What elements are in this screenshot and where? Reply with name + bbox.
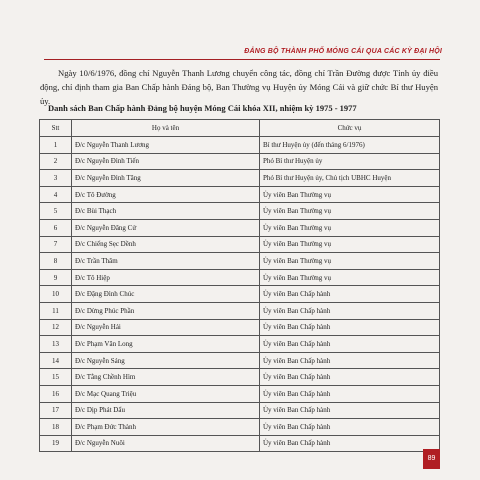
table-row <box>40 402 440 419</box>
table-row <box>40 385 440 402</box>
cell-stt: 12 <box>40 319 72 336</box>
cell-role: Ủy viên Ban Thường vụ <box>260 236 440 253</box>
cell-name: Đ/c Chiếng Sẹc Dềnh <box>72 236 260 253</box>
page-number: 89 <box>423 449 440 469</box>
cell-stt: 4 <box>40 186 72 203</box>
cell-role: Ủy viên Ban Chấp hành <box>260 369 440 386</box>
cell-name: Đ/c Dịp Phát Dẩu <box>72 402 260 419</box>
cell-stt: 2 <box>40 153 72 170</box>
cell-name: Đ/c Phạm Đức Thành <box>72 419 260 436</box>
table-row <box>40 236 440 253</box>
cell-role: Ủy viên Ban Chấp hành <box>260 319 440 336</box>
table-row <box>40 336 440 353</box>
cell-role: Ủy viên Ban Thường vụ <box>260 203 440 220</box>
cell-role: Ủy viên Ban Chấp hành <box>260 302 440 319</box>
cell-stt: 15 <box>40 369 72 386</box>
table-row <box>40 286 440 303</box>
cell-name: Đ/c Nguyễn Đình Tiến <box>72 153 260 170</box>
table-row <box>40 352 440 369</box>
cell-name: Đ/c Nguyễn Thanh Lương <box>72 137 260 154</box>
cell-stt: 8 <box>40 253 72 270</box>
cell-name: Đ/c Tô Hiệp <box>72 269 260 286</box>
table-row <box>40 269 440 286</box>
cell-name: Đ/c Mạc Quang Triệu <box>72 385 260 402</box>
cell-role: Ủy viên Ban Chấp hành <box>260 385 440 402</box>
table-row <box>40 369 440 386</box>
table-row <box>40 186 440 203</box>
cell-name: Đ/c Nguyễn Sáng <box>72 352 260 369</box>
cell-stt: 14 <box>40 352 72 369</box>
committee-table <box>39 119 440 452</box>
table-row <box>40 137 440 154</box>
cell-name: Đ/c Trần Thâm <box>72 253 260 270</box>
cell-name: Đ/c Bùi Thạch <box>72 203 260 220</box>
table-title: Danh sách Ban Chấp hành Đảng bộ huyện Móng Cái khóa XII, nhiệm kỳ 1975 - 1977 <box>48 103 357 113</box>
cell-name: Đ/c Nguyễn Đình Tăng <box>72 170 260 187</box>
cell-name: Đ/c Dừng Phúc Phần <box>72 302 260 319</box>
table-row <box>40 302 440 319</box>
cell-role: Ủy viên Ban Thường vụ <box>260 186 440 203</box>
table-header-row <box>40 120 440 137</box>
table-row <box>40 153 440 170</box>
running-header: ĐẢNG BỘ THÀNH PHỐ MÓNG CÁI QUA CÁC KỲ ĐẠI HỘI <box>244 48 442 55</box>
cell-name: Đ/c Nguyễn Đăng Cử <box>72 219 260 236</box>
cell-stt: 7 <box>40 236 72 253</box>
cell-stt: 3 <box>40 170 72 187</box>
cell-role: Ủy viên Ban Thường vụ <box>260 269 440 286</box>
cell-name: Đ/c Phạm Văn Long <box>72 336 260 353</box>
cell-role: Ủy viên Ban Chấp hành <box>260 402 440 419</box>
header-rule <box>44 59 440 60</box>
table-row <box>40 419 440 436</box>
cell-name: Đ/c Nguyễn Hải <box>72 319 260 336</box>
cell-stt: 5 <box>40 203 72 220</box>
cell-stt: 19 <box>40 435 72 452</box>
table-row <box>40 253 440 270</box>
header-stt: Stt <box>40 120 72 137</box>
cell-stt: 6 <box>40 219 72 236</box>
cell-stt: 1 <box>40 137 72 154</box>
cell-role: Ủy viên Ban Thường vụ <box>260 253 440 270</box>
header-name: Họ và tên <box>72 120 260 137</box>
cell-role: Ủy viên Ban Chấp hành <box>260 435 440 452</box>
table-row <box>40 170 440 187</box>
table-row <box>40 219 440 236</box>
cell-name: Đ/c Tô Đường <box>72 186 260 203</box>
cell-role: Ủy viên Ban Chấp hành <box>260 352 440 369</box>
cell-stt: 17 <box>40 402 72 419</box>
cell-name: Đ/c Nguyễn Nuôi <box>72 435 260 452</box>
cell-stt: 10 <box>40 286 72 303</box>
header-role: Chức vụ <box>260 120 440 137</box>
table-row <box>40 203 440 220</box>
cell-stt: 13 <box>40 336 72 353</box>
cell-role: Bí thư Huyện ủy (đến tháng 6/1976) <box>260 137 440 154</box>
cell-stt: 11 <box>40 302 72 319</box>
cell-role: Ủy viên Ban Chấp hành <box>260 286 440 303</box>
cell-role: Phó Bí thư Huyện ủy, Chủ tịch UBHC Huyện <box>260 170 440 187</box>
table-row <box>40 435 440 452</box>
cell-role: Ủy viên Ban Chấp hành <box>260 336 440 353</box>
cell-role: Phó Bí thư Huyện ủy <box>260 153 440 170</box>
intro-paragraph: Ngày 10/6/1976, đồng chí Nguyễn Thanh Lương chuyển công tác, đồng chí Trần Đường được Tỉnh ủy điều động, chỉ định tham gia Ban Chấp hành Đảng bộ, Ban Thường vụ Huyện ủy Móng Cái và giữ chức Bí thư Huyện ủy. <box>40 68 438 106</box>
cell-name: Đ/c Đặng Đình Chúc <box>72 286 260 303</box>
cell-role: Ủy viên Ban Chấp hành <box>260 419 440 436</box>
table-row <box>40 319 440 336</box>
cell-role: Ủy viên Ban Thường vụ <box>260 219 440 236</box>
cell-stt: 18 <box>40 419 72 436</box>
cell-name: Đ/c Tằng Chềnh Hìm <box>72 369 260 386</box>
table-body <box>40 137 440 452</box>
cell-stt: 9 <box>40 269 72 286</box>
cell-stt: 16 <box>40 385 72 402</box>
